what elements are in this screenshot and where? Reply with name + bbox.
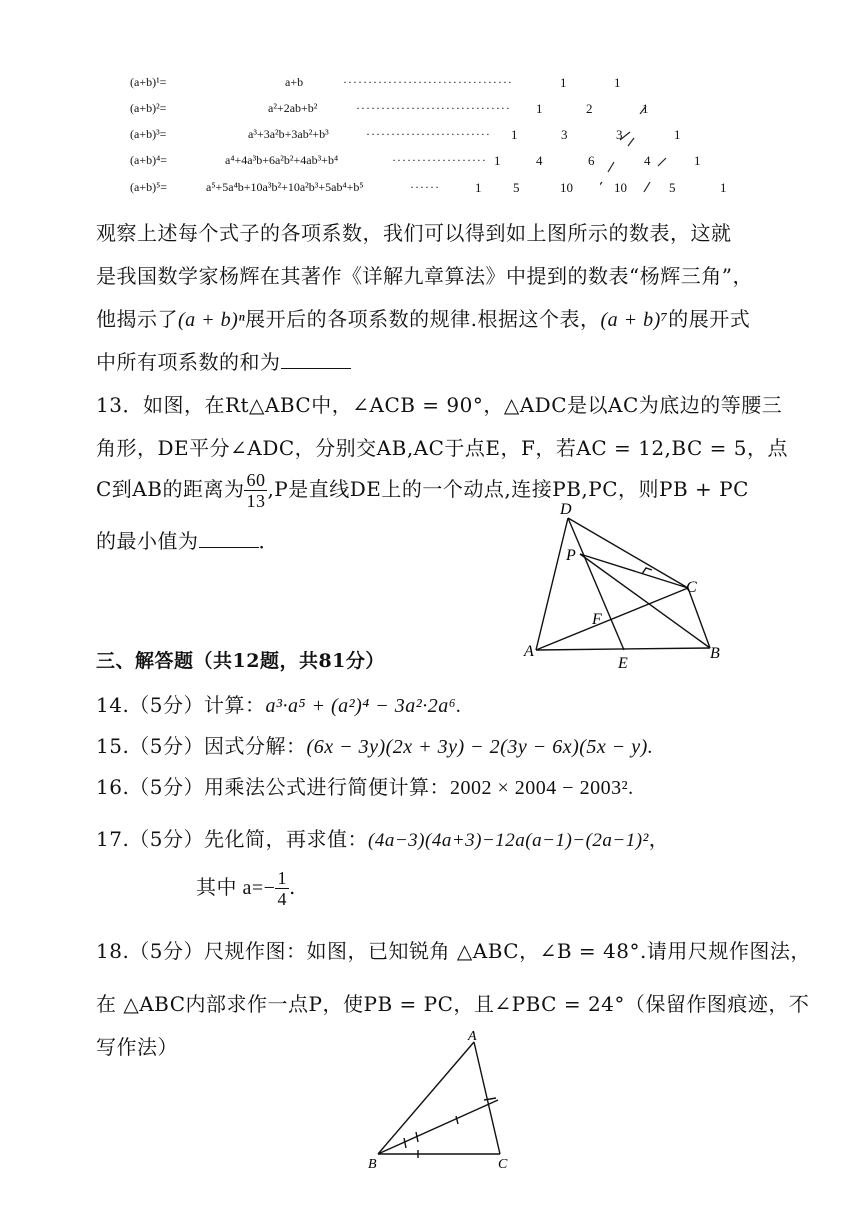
q18-line-3: 写作法） xyxy=(96,1035,178,1059)
handwritten-marks xyxy=(600,100,720,200)
q12-line-3 xyxy=(96,298,750,342)
q13-line-2: 角形，DE平分∠ADC，分别交AB,AC于点E，F，若AC = 12,BC = 5，点 xyxy=(96,436,788,460)
label-A: A xyxy=(468,1029,477,1044)
row-label: (a+b)³= xyxy=(130,127,167,141)
q12-text: 中所有项系数的和为 xyxy=(96,350,281,374)
q16: 16.（5分）用乘法公式进行简便计算：2002 × 2004 − 2003². xyxy=(96,775,634,799)
q12-math: (a + b)⁷ xyxy=(600,309,669,331)
triangle-row xyxy=(130,75,750,97)
coeff: 1 xyxy=(475,180,482,195)
section-title: 三、解答题（共12题，共81分） xyxy=(96,650,385,672)
answer-blank[interactable] xyxy=(281,367,351,369)
label-D: D xyxy=(560,501,572,518)
row-expansion: a³+3a²b+3ab²+b³ xyxy=(248,127,329,141)
q18-line-1: 18.（5分）尺规作图：如图，已知锐角 △ABC，∠B = 48°.请用尺规作图法， xyxy=(96,939,811,963)
coeff: 4 xyxy=(644,153,651,168)
q15: 15.（5分）因式分解：(6x − 3y)(2x + 3y) − 2(3y − 6x)(5x − y). xyxy=(96,734,654,758)
coeff: 5 xyxy=(513,180,520,195)
label-C: C xyxy=(498,1157,508,1172)
row-dots: ························· xyxy=(366,127,491,141)
fraction: $\frac{60}{13}$ xyxy=(246,470,266,511)
q16-expr: 2002 × 2004 − 2003². xyxy=(450,777,634,799)
row-expansion: a⁵+5a⁴b+10a³b²+10a²b³+5ab⁴+b⁵ xyxy=(206,180,364,194)
q17-expr: (4a−3)(4a+3)−12a(a−1)−(2a−1)² xyxy=(368,830,649,851)
label-P: P xyxy=(566,547,576,564)
q12-line-1: 观察上述每个式子的各项系数，我们可以得到如上图所示的数表，这就 xyxy=(96,221,732,245)
coeff: 5 xyxy=(669,180,676,195)
q18-figure xyxy=(364,1028,534,1178)
coeff: 1 xyxy=(560,75,567,90)
coeff: 2 xyxy=(586,101,593,116)
row-label: (a+b)²= xyxy=(130,101,167,115)
q12-math: (a + b)ⁿ xyxy=(178,309,246,331)
q12-text: 他揭示了 xyxy=(96,307,178,331)
q12-text: 展开后的各项系数的规律.根据这个表， xyxy=(245,307,601,331)
q14: 14.（5分）计算：a³·a⁵ + (a²)⁴ − 3a²·2a⁶. xyxy=(96,693,462,717)
row-dots: ······ xyxy=(410,180,440,194)
coeff: 10 xyxy=(614,180,627,195)
coeff: 1 xyxy=(494,153,501,168)
q13-text: C到AB的距离为 xyxy=(96,477,245,501)
coeff: 1 xyxy=(694,153,701,168)
label-B: B xyxy=(368,1157,377,1172)
coeff: 1 xyxy=(674,127,681,142)
q13-text: 的最小值为 xyxy=(96,529,199,553)
label-C: C xyxy=(686,579,697,596)
coeff: 1 xyxy=(642,101,649,116)
label-B: B xyxy=(710,645,720,662)
row-label: (a+b)⁵= xyxy=(130,180,168,194)
fraction: $\frac{1}{4}$ xyxy=(277,868,287,909)
coeff: 4 xyxy=(536,153,543,168)
row-dots: ·································· xyxy=(343,75,513,89)
row-dots: ··················· xyxy=(392,153,487,167)
coeff: 3 xyxy=(561,127,568,142)
coeff: 1 xyxy=(720,180,727,195)
q12-text: 的展开式 xyxy=(668,307,751,331)
label-F: F xyxy=(592,611,602,628)
q17-where: 其中 a=− $\frac{1}{4}$ . xyxy=(196,868,296,909)
label-A: A xyxy=(524,643,534,660)
row-label: (a+b)¹= xyxy=(130,75,167,89)
q15-expr: (6x − 3y)(2x + 3y) − 2(3y − 6x)(5x − y). xyxy=(306,736,654,758)
q18-line-2: 在 △ABC内部求作一点P，使PB = PC，且∠PBC = 24°（保留作图痕迹，不 xyxy=(96,992,810,1016)
q12-line-2: 是我国数学家杨辉在其著作《详解九章算法》中提到的数表“杨辉三角”， xyxy=(96,264,753,288)
row-expansion: a⁴+4a³b+6a²b²+4ab³+b⁴ xyxy=(225,153,339,167)
label-E: E xyxy=(618,655,628,670)
q17: 17.（5分）先化简，再求值：(4a−3)(4a+3)−12a(a−1)−(2a−1)²， xyxy=(96,827,670,851)
q13-text: ,P是直线DE上的一个动点,连接PB,PC，则PB + PC xyxy=(267,477,749,501)
q14-expr: a³·a⁵ + (a²)⁴ − 3a²·2a⁶. xyxy=(265,695,462,717)
row-label: (a+b)⁴= xyxy=(130,153,168,167)
q12-line-4 xyxy=(96,341,351,384)
coeff: 1 xyxy=(511,127,518,142)
coeff: 3 xyxy=(616,127,623,142)
coeff: 6 xyxy=(588,153,595,168)
q13-line-4: 的最小值为 ． xyxy=(96,529,279,553)
coeff: 1 xyxy=(614,75,621,90)
row-expansion: a²+2ab+b² xyxy=(268,101,318,115)
row-expansion: a+b xyxy=(285,75,304,89)
q13-line-1: 13．如图，在Rt△ABC中，∠ACB = 90°，△ADC是以AC为底边的等腰三 xyxy=(96,393,783,417)
coeff: 10 xyxy=(560,180,573,195)
q13-figure xyxy=(520,498,730,670)
answer-blank[interactable] xyxy=(199,546,259,548)
coeff: 1 xyxy=(536,101,543,116)
row-dots: ······························· xyxy=(356,101,511,115)
